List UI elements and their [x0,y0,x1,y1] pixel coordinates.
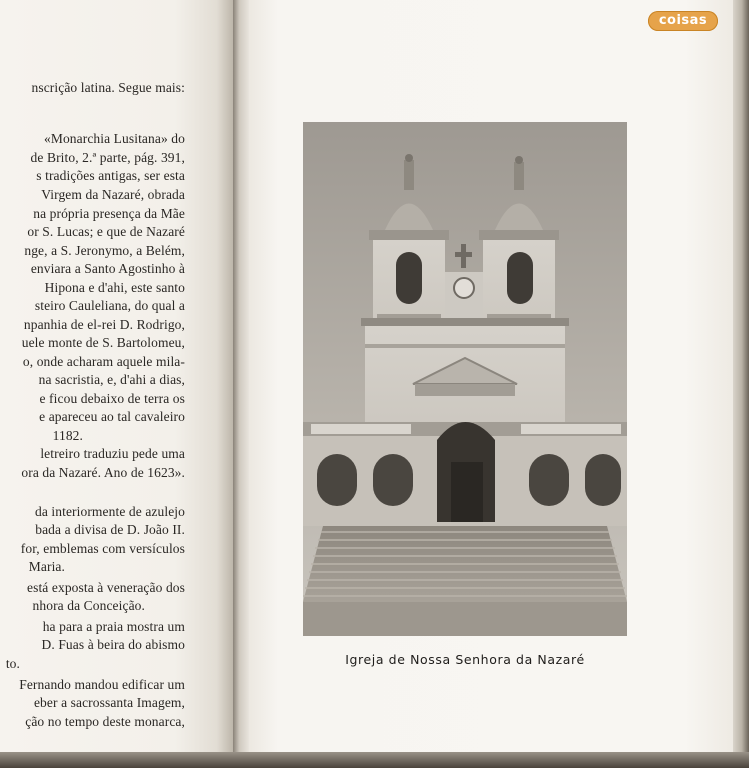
church-photo [303,122,627,636]
text-line: ora da Nazaré. Ano de 1623». [21,465,185,480]
text-line: letreiro traduziu pede uma [40,446,185,461]
book-gutter [233,0,249,768]
text-line: npanhia de el-rei D. Rodrigo, [23,317,185,332]
text-line: e apareceu ao tal cavaleiro [39,409,185,424]
church-illustration [303,122,627,636]
text-line: está exposta à veneração dos [27,580,185,595]
text-line: D. Fuas à beira do abismo [41,637,185,652]
text-line: bada a divisa de D. João II. [35,522,185,537]
left-page [0,0,233,752]
photo-caption: Igreja de Nossa Senhora da Nazaré [345,652,585,667]
text-line: or S. Lucas; e que de Nazaré [27,224,185,239]
text-line: Fernando mandou edificar um [19,677,185,692]
bottom-shadow [0,752,749,768]
text-line: e ficou debaixo de terra os [39,391,185,406]
page-edge [733,0,749,768]
text-line: de Brito, 2.ª parte, pág. 391, [30,150,185,165]
text-line: for, emblemas com versículos [20,541,185,556]
right-page [249,0,733,758]
text-line: na própria presença da Mãe [33,206,185,221]
text-line: eber a sacrossanta Imagem, [33,695,185,710]
text-line: Hipona e d'ahi, este santo [44,280,185,295]
text-line: Maria. [28,559,65,574]
text-line: «Monarchia Lusitana» do [43,131,185,146]
text-line: nhora da Conceição. [32,598,145,613]
text-line: 1182. [52,428,83,443]
text-line: ção no tempo deste monarca, [25,714,185,729]
text-line: da interiormente de azulejo [34,504,185,519]
text-line: steiro Cauleliana, do qual a [34,298,185,313]
text-line: enviara a Santo Agostinho à [30,261,185,276]
text-line: o, onde acharam aquele mila- [22,354,185,369]
text-line: uele monte de S. Bartolomeu, [21,335,185,350]
text-line: nscrição latina. Segue mais: [31,80,185,95]
text-line: nge, a S. Jeronymo, a Belém, [24,243,185,258]
text-line: ha para a praia mostra um [42,619,185,634]
text-line: to. [5,656,20,671]
coisas-watermark: coisas [648,11,718,31]
text-line: Virgem da Nazaré, obrada [41,187,185,202]
text-line: s tradições antigas, ser esta [36,168,185,183]
text-line: na sacristia, e, d'ahi a dias, [38,372,185,387]
